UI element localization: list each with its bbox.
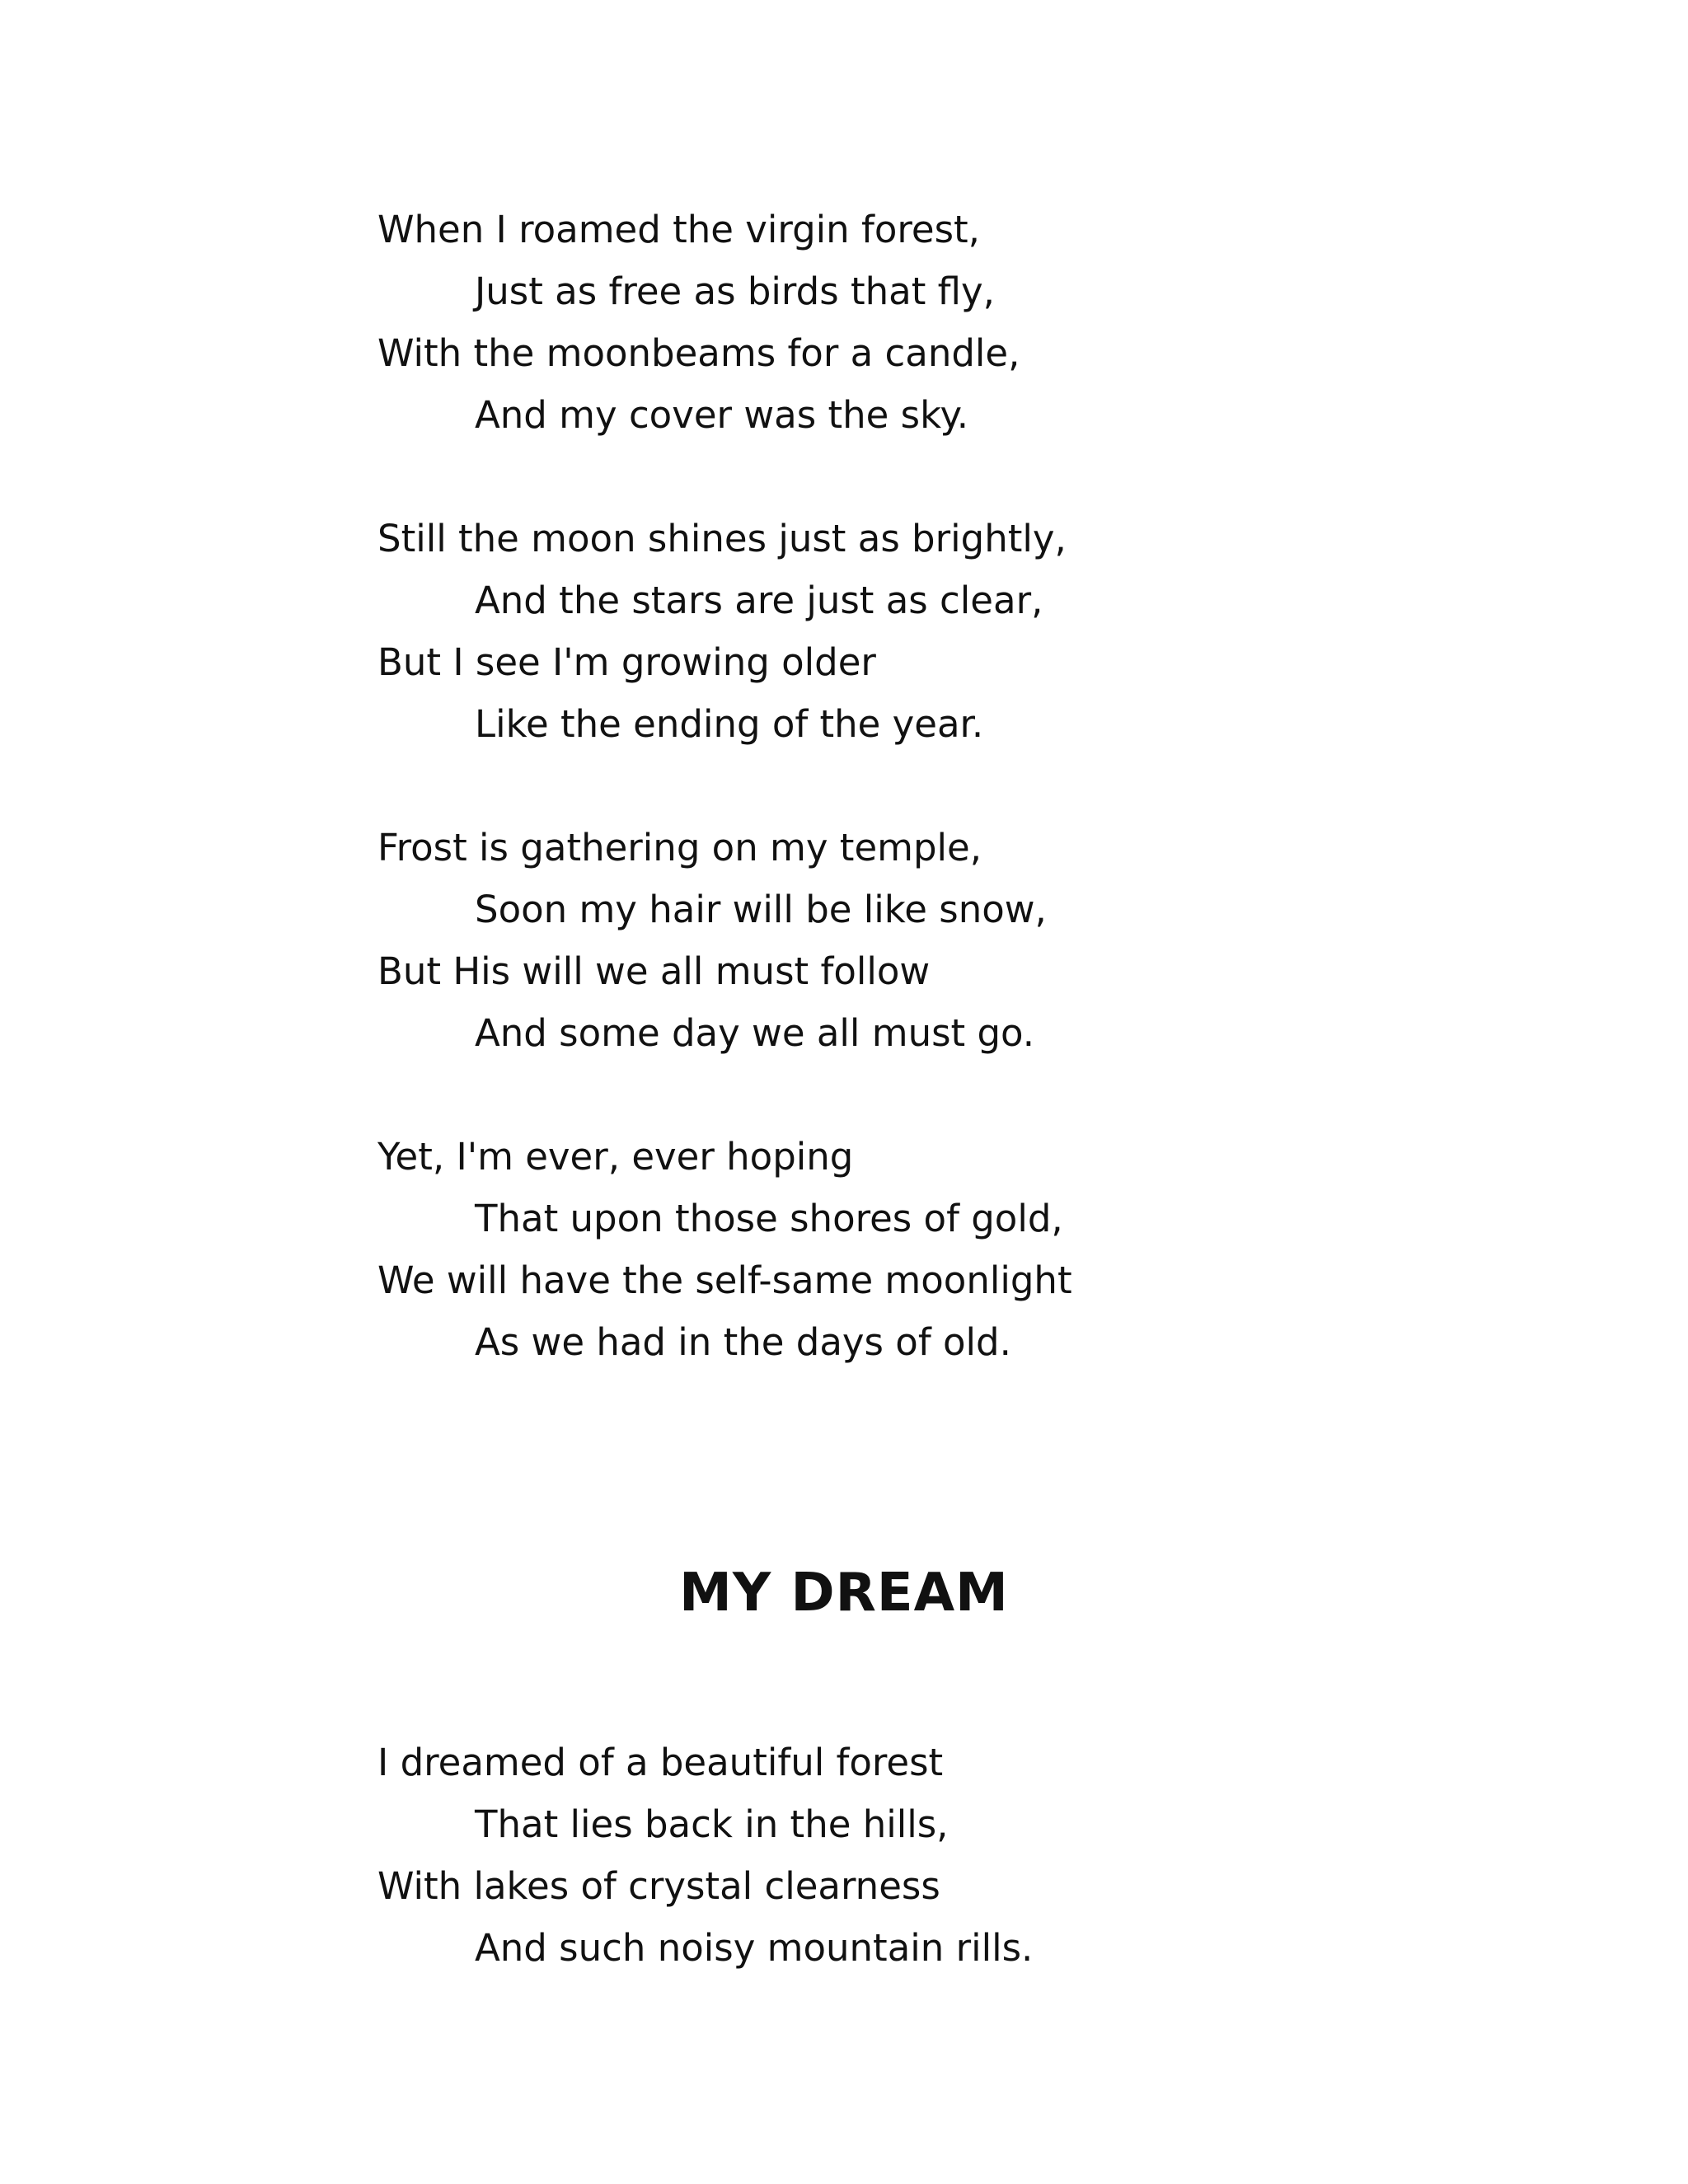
poem-line: I dreamed of a beautiful forest [377, 1741, 944, 1784]
poem-stanza-1 [377, 199, 1367, 446]
poem-line: That upon those shores of gold, [475, 1197, 1063, 1240]
poem-title: MY DREAM [679, 1563, 1009, 1624]
poem-stanza-4 [377, 1126, 1367, 1373]
poem-line: We will have the self-same moonlight [377, 1258, 1072, 1302]
poem-line: And such noisy mountain rills. [475, 1926, 1034, 1970]
poem-line: With the moonbeams for a candle, [377, 331, 1020, 375]
poem-line: Like the ending of the year. [475, 702, 984, 746]
poem-line: Frost is gathering on my temple, [377, 826, 982, 869]
poem-line: But His will we all must follow [377, 949, 931, 993]
poem-line: And some day we all must go. [475, 1011, 1035, 1055]
poem-line: And the stars are just as clear, [475, 579, 1043, 622]
poem-line: And my cover was the sky. [475, 393, 969, 437]
poem-stanza-2 [377, 508, 1367, 755]
poem-line: As we had in the days of old. [475, 1320, 1011, 1364]
poem-stanza-3 [377, 817, 1367, 1064]
poem-line: When I roamed the virgin forest, [377, 208, 980, 251]
poem-line: That lies back in the hills, [475, 1802, 949, 1846]
poem-line: Yet, I'm ever, ever hoping [377, 1135, 854, 1179]
poem-line: But I see I'm growing older [377, 640, 876, 684]
poem-stanza-5 [377, 1732, 1367, 1979]
poem-line: With lakes of crystal clearness [377, 1864, 940, 1908]
poem-line: Just as free as birds that fly, [475, 269, 995, 313]
poem-line: Still the moon shines just as brightly, [377, 517, 1067, 560]
poem-line: Soon my hair will be like snow, [475, 888, 1047, 931]
